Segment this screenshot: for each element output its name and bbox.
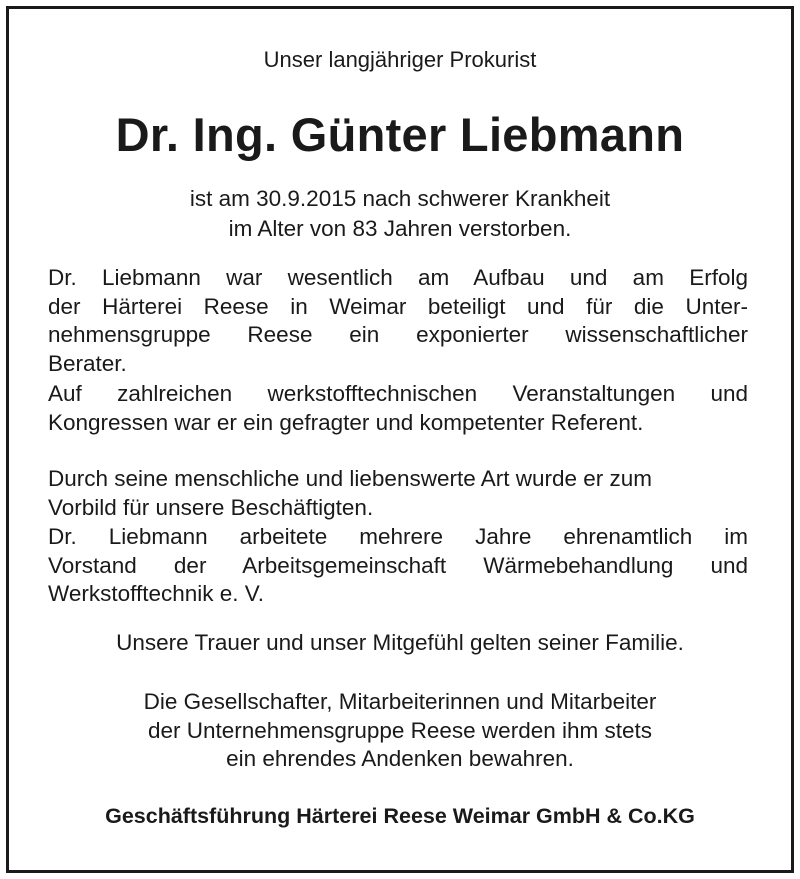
deceased-name: Dr. Ing. Günter Liebmann — [115, 108, 685, 161]
paragraph-line: Werkstofftechnik e. V. — [48, 581, 264, 606]
paragraph-line: Durch seine menschliche und liebenswerte Art wurde er zum — [48, 466, 653, 491]
closing-line: der Unternehmensgruppe Reese werden ihm stets — [147, 717, 653, 743]
death-line: im Alter von 83 Jahren verstorben. — [228, 216, 572, 241]
paragraph-speaker — [48, 380, 748, 437]
paragraph-line: Kongressen war er ein gefragter und kompetenter Referent. — [48, 409, 644, 435]
paragraph-volunteer — [48, 523, 748, 609]
intro-text: Unser langjähriger Prokurist — [263, 47, 537, 72]
paragraph-line: Berater. — [48, 350, 127, 376]
paragraph-line: Dr. Liebmann arbeitete mehrere Jahre ehrenamtlich im — [48, 524, 748, 549]
paragraph-line: Vorstand der Arbeitsgemeinschaft Wärmebehandlung und — [48, 552, 748, 578]
signature: Geschäftsführung Härterei Reese Weimar GmbH & Co.KG — [105, 804, 695, 828]
closing-text — [0, 688, 800, 774]
paragraph-line: Auf zahlreichen werkstofftechnischen Veranstaltungen und — [48, 381, 748, 406]
death-announcement — [0, 184, 800, 244]
closing-line: ein ehrendes Andenken bewahren. — [226, 746, 574, 771]
paragraph-line: Dr. Liebmann war wesentlich am Aufbau und am Erfolg — [48, 265, 748, 290]
paragraph-character — [48, 465, 748, 522]
paragraph-line: Vorbild für unsere Beschäftigten. — [48, 494, 374, 520]
closing-line: Die Gesellschafter, Mitarbeiterinnen und Mitarbeiter — [143, 689, 657, 714]
death-line: ist am 30.9.2015 nach schwerer Krankheit — [189, 186, 611, 211]
mourning-text: Unsere Trauer und unser Mitgefühl gelten seiner Familie. — [116, 630, 684, 655]
paragraph-contribution — [48, 264, 748, 378]
paragraph-line: nehmensgruppe Reese ein exponierter wissenschaftlicher — [48, 322, 748, 347]
paragraph-line: der Härterei Reese in Weimar beteiligt und für die Unter- — [48, 293, 748, 319]
